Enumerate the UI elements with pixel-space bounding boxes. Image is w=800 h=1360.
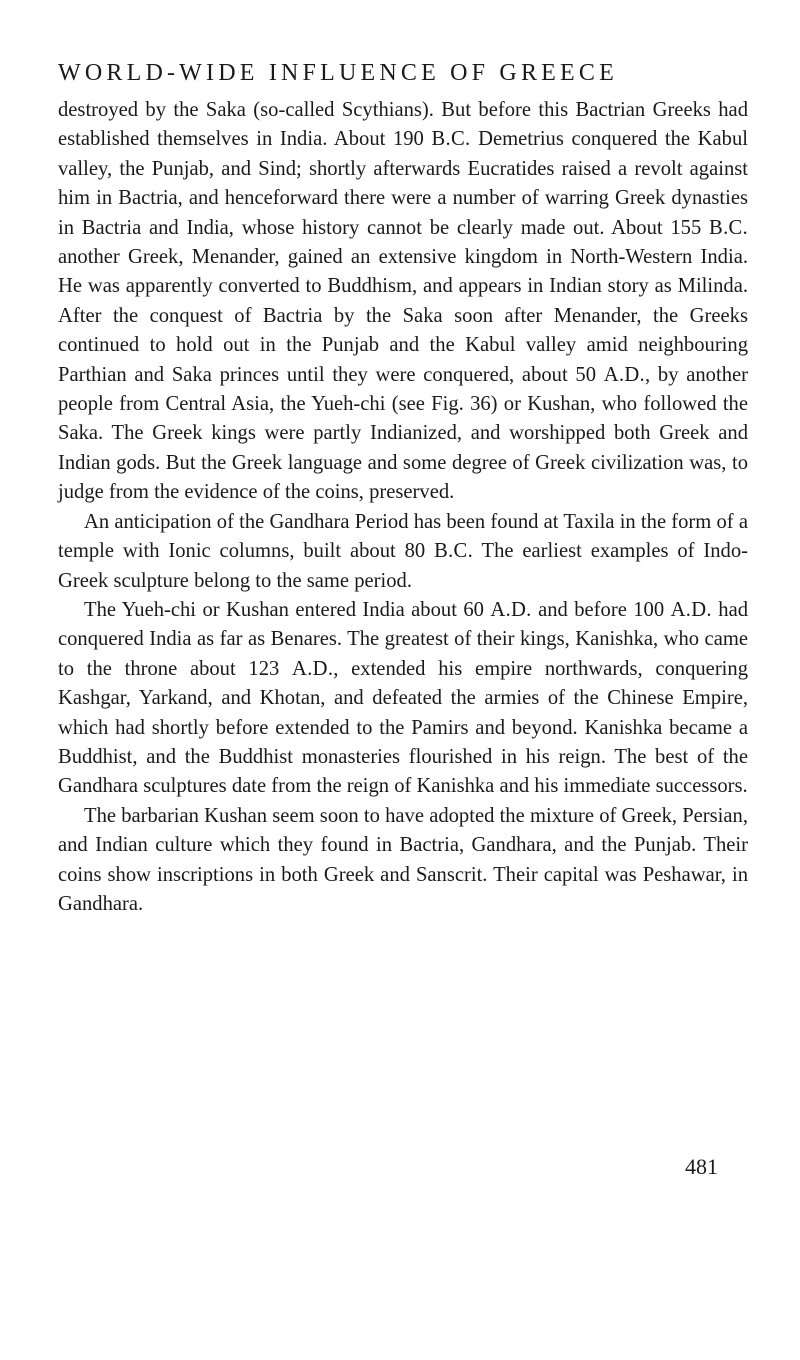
paragraph-text: An anticipation of the Gandhara Period has been found at Taxila in the form of a temple with Ionic columns, built about 80 bbox=[58, 510, 748, 563]
paragraph bbox=[58, 508, 748, 596]
era-abbreviation: B.C. bbox=[431, 128, 471, 151]
era-abbreviation: B.C. bbox=[709, 216, 748, 239]
book-page bbox=[58, 58, 749, 1179]
body-text bbox=[58, 96, 748, 919]
paragraph-text: The earliest examples of Indo-Greek sculpture belong to the same period. bbox=[58, 540, 748, 592]
paragraph-text: Demetrius conquered the Kabul valley, the Punjab, and Sind; shortly afterwards Eucratides raised a revolt against him in Bactria, and henceforward there were a number of warring Greek dynasties in Bactria and India, whose history cannot be clearly made out. About 155 bbox=[58, 128, 748, 239]
paragraph bbox=[58, 802, 748, 920]
paragraph-text: The Yueh-chi or Kushan entered India about 60 bbox=[84, 598, 491, 621]
running-head: WORLD-WIDE INFLUENCE OF GREECE bbox=[58, 60, 618, 86]
paragraph bbox=[58, 596, 748, 802]
paragraph-text: had conquered India as far as Benares. The greatest of their kings, Kanishka, who came to the throne about 123 bbox=[58, 598, 749, 680]
paragraph-text: destroyed by the Saka (so-called Scythians). But before this Bactrian Greeks had established themselves in India. About 190 bbox=[58, 99, 748, 151]
era-abbreviation: A.D. bbox=[603, 363, 646, 386]
paragraph-text: another Greek, Menander, gained an extensive kingdom in North-Western India. He was apparently converted to Buddhism, and appears in Indian story as Milinda. After the conquest of Bactria by the Saka soon after Menander, the Greeks continued to hold out in the Punjab and the Kabul valley amid neighbouring Parthian and Saka princes until they were conquered, about 50 bbox=[58, 246, 748, 386]
era-abbreviation: A.D. bbox=[292, 657, 334, 680]
era-abbreviation: A.D. bbox=[490, 598, 532, 621]
era-abbreviation: B.C. bbox=[434, 540, 474, 563]
era-abbreviation: A.D. bbox=[670, 598, 712, 621]
paragraph-text: , by another people from Central Asia, the Yueh-chi (see Fig. 36) or Kushan, who followed the Saka. The Greek kings were partly Indianized, and worshipped both Greek and Indian gods. But the Greek language and some degree of Greek civilization was, to judge from the evidence of the coins, preserved. bbox=[58, 363, 748, 504]
paragraph bbox=[58, 96, 748, 508]
page-number: 481 bbox=[685, 1154, 718, 1179]
paragraph-text: , extended his empire northwards, conquering Kashgar, Yarkand, and Khotan, and defeated the armies of the Chinese Empire, which had shortly before extended to the Pamirs and beyond. Kanishka became a Buddhist, and the Buddhist monasteries flourished in his reign. The best of the Gandhara sculptures date from the reign of Kanishka and his immediate successors. bbox=[58, 657, 748, 798]
paragraph-text: and before 100 bbox=[531, 598, 671, 621]
paragraph-text: The barbarian Kushan seem soon to have adopted the mixture of Greek, Persian, and Indian culture which they found in Bactria, Gandhara, and the Punjab. Their coins show inscriptions in both Greek and Sanscrit. Their capital was Peshawar, in Gandhara. bbox=[58, 804, 748, 915]
